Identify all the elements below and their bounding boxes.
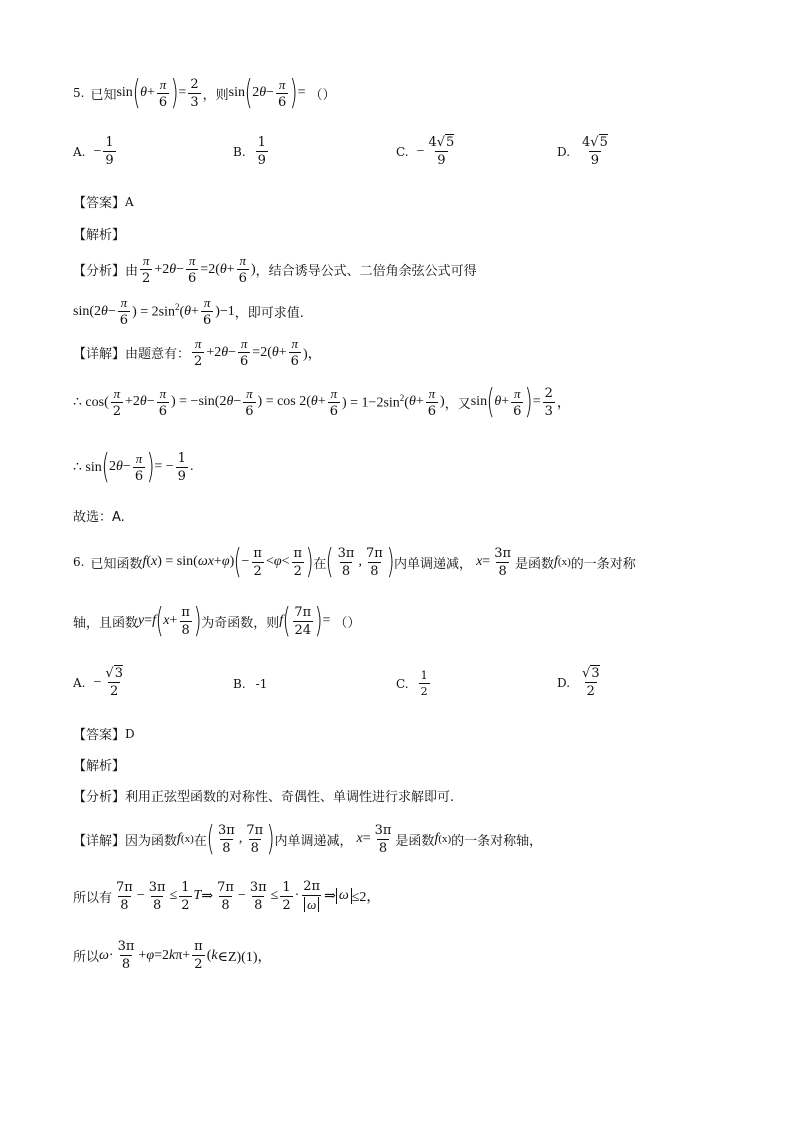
detail-text: 所以 [73,950,100,965]
q6-option-d: D. $\frac{√3}{2}$ [557,666,600,699]
stem-text: 内单调递减， [394,556,473,572]
answer-value: A [125,194,134,209]
explain-tag: 【解析】 [73,759,126,774]
detail-text: ，又 [444,396,471,412]
q6-stem-line2: 轴，且函数 y = f ( x + $\frac{\pi}{8}$ ) 为奇函数，则 f ( $\frac{7\pi}{24}$ ) = （） [73,601,361,641]
analysis-text: ，结合诱导公式、二倍角余弦公式可得 [255,264,477,279]
q5-answer-line [73,192,134,211]
q5-option-b: B. $\frac{1}{9}$ [233,135,266,168]
q5-detail-line3: ∴ sin ( 2 θ − $\frac{\pi}{6}$ ) = − $\frac{1}{9}$ . [73,447,194,487]
q5-detail-line2: ∴ cos( $\frac{\pi}{2}$ +2 θ − $\frac{\pi}{6}$ ) = −sin(2 θ − $\frac{\pi}{6}$ ) = cos 2( θ + $\frac{\pi}{6}$ ) = $1-2\sin^2$( θ + $\frac{\pi}{6}$ ) ，又 sin ( θ + $\frac{\pi}{6}$ ) = $\frac{2}{3}$ ， [73,382,571,422]
stem-text: 的一条对称 [570,556,636,572]
q6-number: 6. [73,555,85,569]
q6-detail-line1: 【详解】 因为函数 f (x) 在 ( $\frac{3\pi}{8}$ , $\frac{7\pi}{8}$ ) 内单调递减， x = $\frac{3\pi}{8}$ 是函数 f (x) 的一条对称轴， [73,819,543,859]
option-label: C. [396,676,409,691]
detail-text: 内单调递减， [274,833,353,849]
option-label: D. [557,675,571,690]
detail-text: 的一条对称轴， [451,833,543,849]
q5-stem: 5. 已知 sin ( θ + $\frac{\pi}{6}$ ) = $\frac{2}{3}$ ，则 sin ( 2 θ − $\frac{\pi}{6}$ ) = （） [73,73,336,113]
answer-value: D [125,726,135,741]
q6-stem-prefix: 已知函数 [90,556,143,572]
q5-option-c: C. − $\frac{4√5}{9}$ [396,135,455,168]
detail-text: 在 [193,833,207,849]
q6-detail-line2: 所以有 $\frac{7\pi}{8}$ − $\frac{3\pi}{8}$ ≤ $\frac{1}{2}$ T ⇒ $\frac{7\pi}{8}$ − $\frac{3\pi}{8}$ ≤ $\frac{1}{2}$ · $\frac{2\pi}{\omega}$ ⇒ ω ≤2， [73,879,381,913]
q5-analysis-line2: sin(2 θ − $\frac{\pi}{6}$ ) = $2\sin^2$( θ + $\frac{\pi}{6}$ )−1 ，即可求值. [73,295,304,328]
analysis-tag: 【分析】 [73,790,126,805]
analysis-text: ，即可求值. [234,306,304,321]
detail-text: 是函数 [395,833,435,849]
q5-choose [73,506,125,525]
analysis-tag: 【分析】 [73,264,126,279]
q6-stem-line1: 6. 已知函数 f ( x ) = sin( ωx + φ ) ( − $\frac{\pi}{2}$ < φ < $\frac{\pi}{2}$ ) 在 ( $\frac{3\pi}{8}$ , $\frac{7\pi}{8}$ ) 内单调递减， x = $\frac{3\pi}{8}$ 是函数 f (x) 的一条对称 [73,542,636,582]
detail-text: 因为函数 [125,833,178,849]
q6-option-a: A. − $\frac{√3}{2}$ [73,666,123,699]
option-label: A. [73,144,86,159]
option-label: D. [557,144,571,159]
q6-detail-line3: 所以 ω · $\frac{3\pi}{8}$ + φ =2 k π+ $\frac{\pi}{2}$ ( k ∈Z)(1)， [73,939,272,972]
q5-explain-tag [73,224,125,243]
detail-tag: 【详解】 [73,833,126,849]
analysis-text: 利用正弦型函数的对称性、奇偶性、单调性进行求解即可. [125,790,455,805]
q6-explain-tag [73,755,125,774]
choose-text: 故选：A. [73,510,125,525]
option-label: B. [233,677,246,691]
option-label: B. [233,144,246,159]
stem-text: 轴，且函数 [73,615,139,631]
answer-tag: 【答案】 [73,728,126,743]
detail-text: 由题意有： [125,347,191,362]
answer-tag: 【答案】 [73,196,126,211]
q5-stem-prefix: 已知 [90,87,117,103]
q6-option-c: C. $\frac{1}{2}$ [396,669,428,698]
stem-text: 为奇函数，则 [201,615,280,631]
q6-answer-line [73,724,135,743]
option-label: A. [73,675,86,690]
stem-text: 在 [313,556,327,572]
q5-number: 5. [73,86,85,100]
option-label: C. [396,144,409,159]
detail-tag: 【详解】 [73,347,126,362]
q6-option-b: B. -1 [233,677,268,691]
q5-option-d: D. $\frac{4√5}{9}$ [557,135,608,168]
q5-option-a: A. − $\frac{1}{9}$ [73,135,114,168]
q5-stem-mid: ，则 [202,87,229,103]
q5-stem-end: （） [309,87,336,103]
explain-tag: 【解析】 [73,228,126,243]
q5-detail-line1: 【详解】 由题意有： $\frac{\pi}{2}$ +2 θ − $\frac{\pi}{6}$ =2( θ + $\frac{\pi}{6}$ )， [73,336,322,369]
q5-analysis-line1: 【分析】 由 $\frac{\pi}{2}$ +2 θ − $\frac{\pi}{6}$ =2( θ + $\frac{\pi}{6}$ ) ，结合诱导公式、二倍角余弦公式可得 [73,253,477,286]
analysis-text: 由 [125,264,139,279]
detail-text: 所以有 [73,890,113,906]
stem-text: 是函数 [515,556,555,572]
stem-end: （） [334,615,361,631]
q6-analysis-line [73,786,454,805]
